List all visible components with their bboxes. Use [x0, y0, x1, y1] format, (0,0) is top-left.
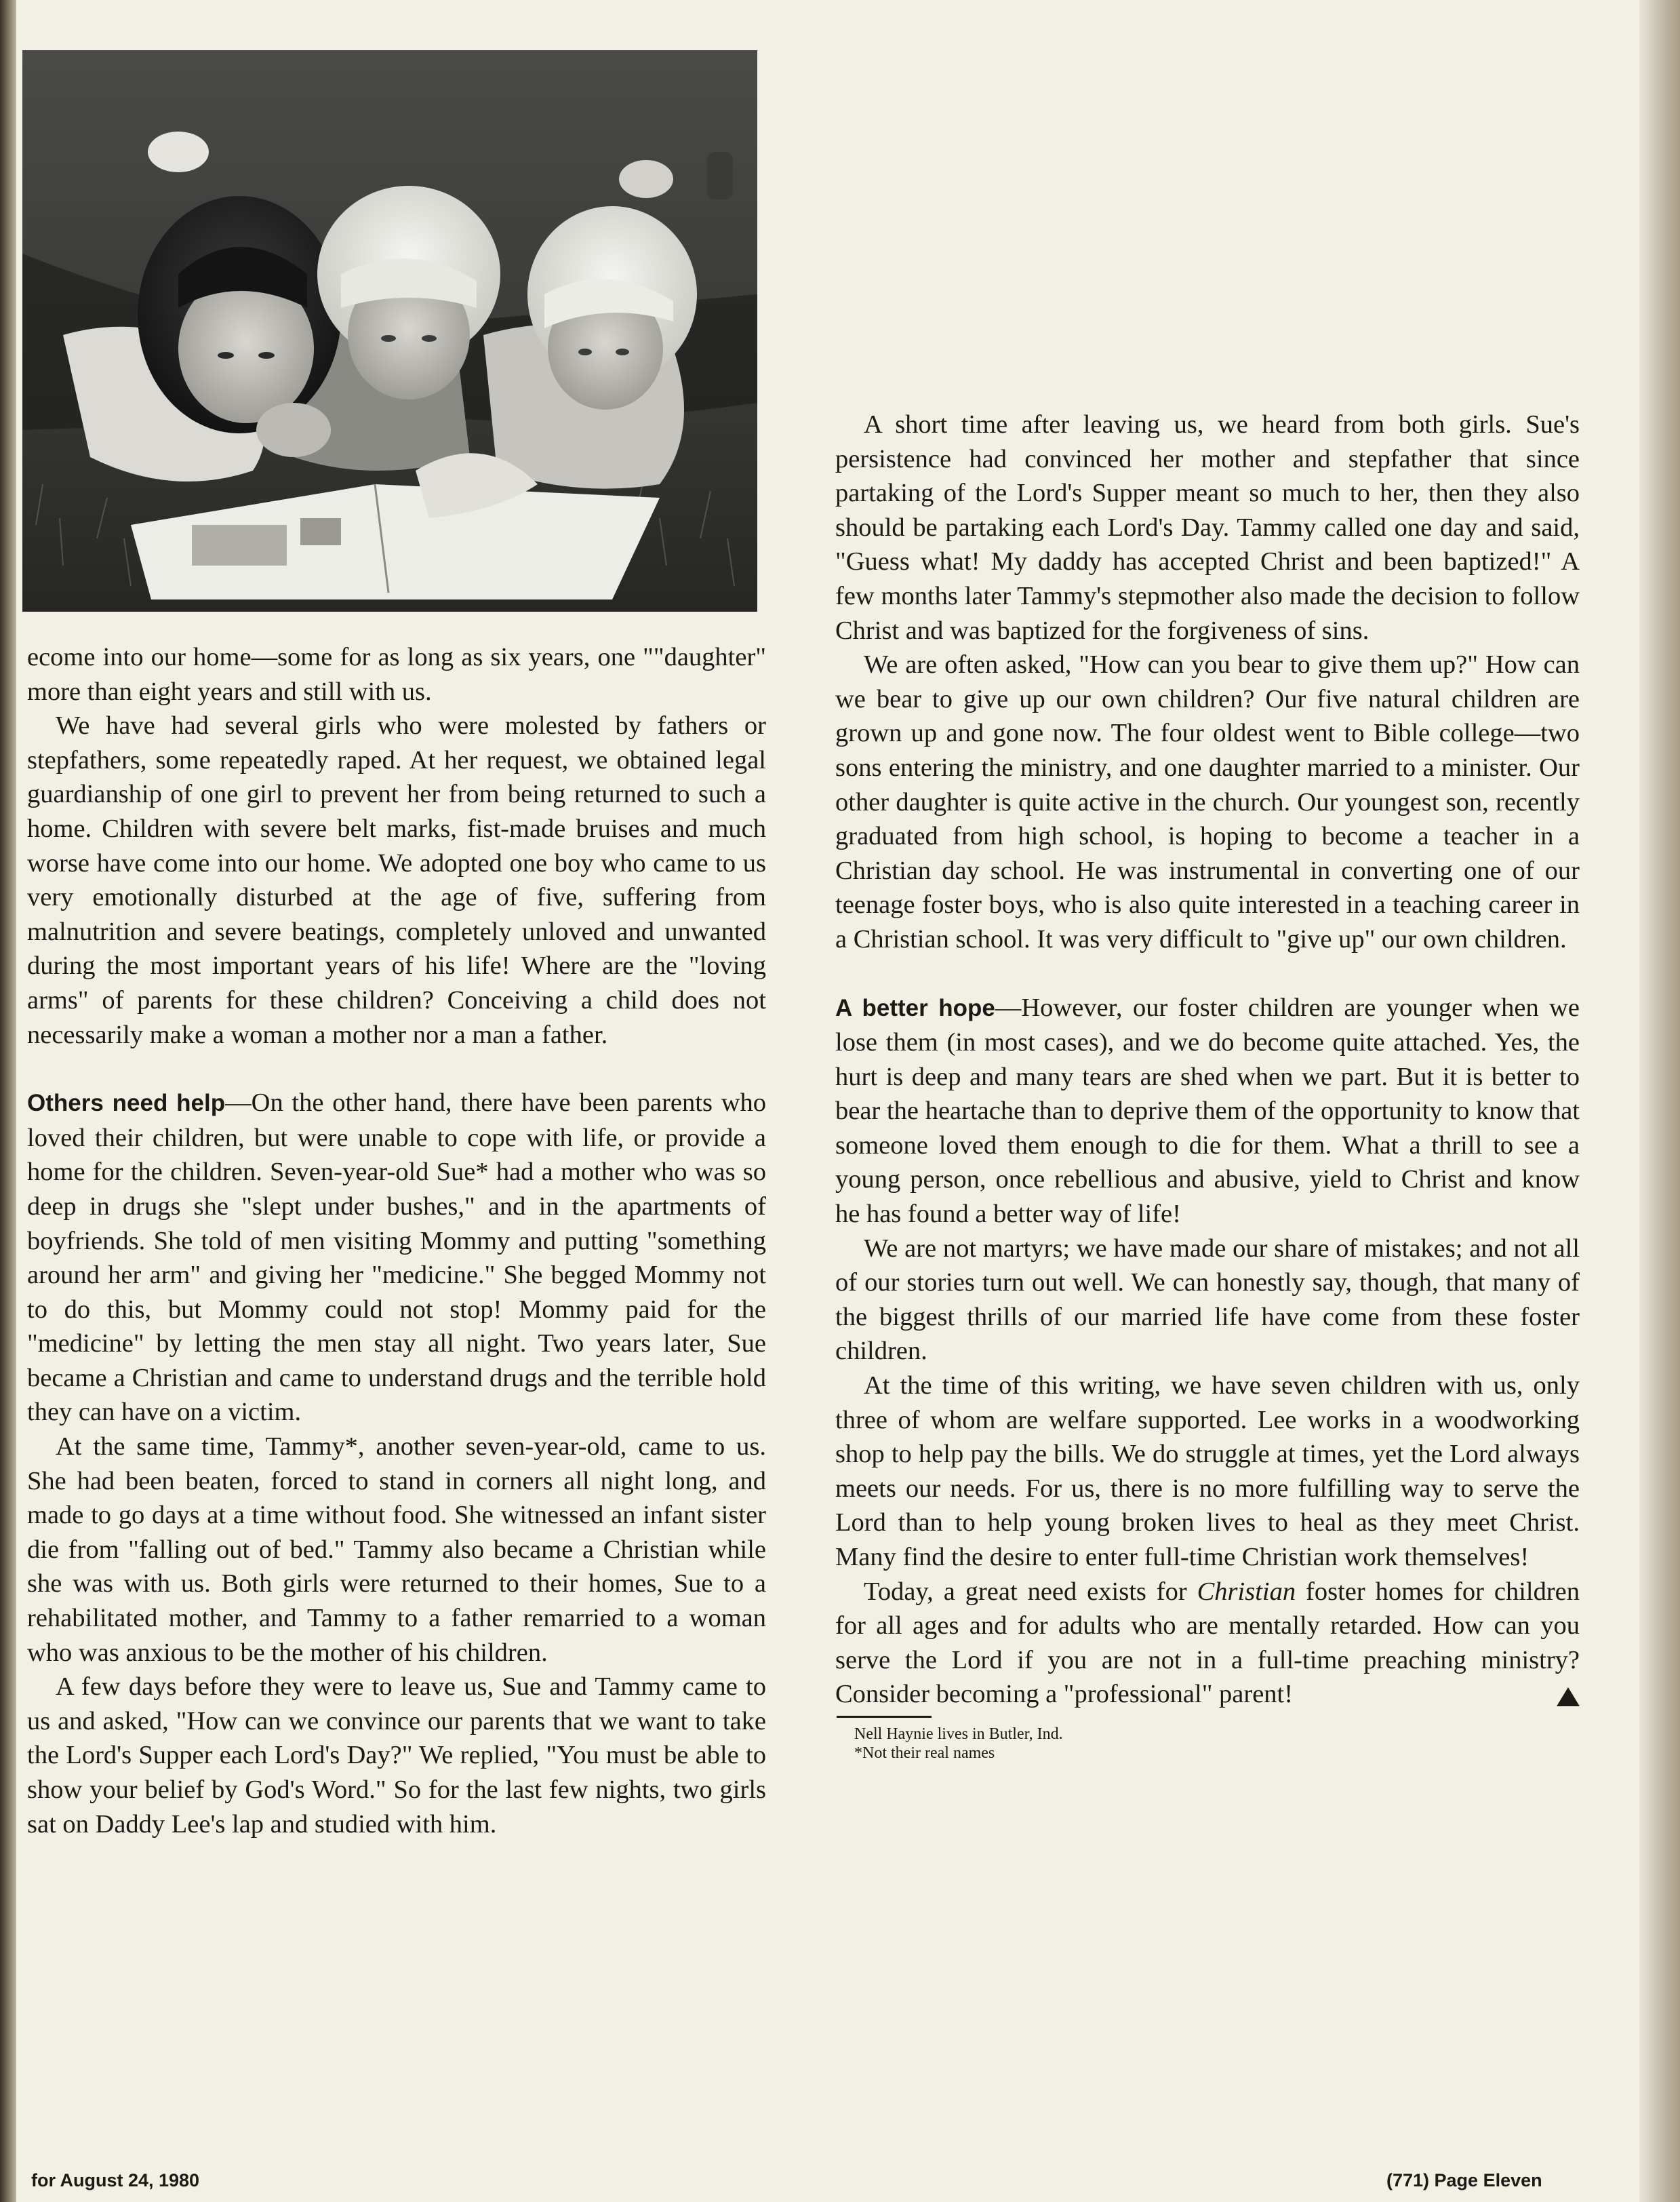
section-heading-others-need-help: Others need help: [27, 1090, 226, 1117]
article-paragraph: A few days before they were to leave us, Sue and Tammy came to us and asked, "How can we convince our parents that we want to take the Lord's Supper each Lord's Day?" We replied, "You must be able to show your belief by God's Word." So for the last few nights, two girls sat on Daddy Lee's lap and studied with him.: [27, 1672, 766, 1839]
footer-page-number: (771) Page Eleven: [1386, 2170, 1542, 2190]
footer-date: for August 24, 1980: [31, 2170, 200, 2190]
photo-illustration: [22, 50, 757, 612]
article-right-column: [835, 408, 1580, 1763]
article-paragraph: At the same time, Tammy*, another seven-year-old, came to us. She had been beaten, forced to stand in corners all night long, and made to go days at a time without food. She witnessed an infant sister die from "falling out of bed." Tammy also became a Christian while she was with us. Both girls were returned to their homes, Sue to a rehabilitated mother, and Tammy to a father remarried to a woman who was anxious to be the mother of his children.: [27, 1432, 766, 1667]
article-paragraph: At the time of this writing, we have seven children with us, only three of whom are welfare supported. Lee works in a woodworking shop to help pay the bills. We do struggle at times, yet the Lord always meets our needs. For us, there is no more fulfilling way to serve the Lord than to help young broken lives to heal as they meet Christ. Many find the desire to enter full-time Christian work themselves!: [835, 1371, 1580, 1571]
final-text-start: Today, a great need exists for: [864, 1577, 1197, 1606]
final-text-emphasis: Christian: [1197, 1577, 1296, 1606]
article-paragraph: We are often asked, "How can you bear to give them up?" How can we bear to give up our own children? Our five natural children are grown up and gone now. The four oldest went to Bible college—two sons entering the ministry, and one daughter married to a minister. Our other daughter is quite active in the church. Our youngest son, recently graduated from high school, is hoping to become a teacher in a Christian day school. He was instrumental in converting one of our teenage foster boys, who is also quite interested in a teaching career in a Christian school. It was very difficult to "give up" our own children.: [835, 650, 1580, 953]
footnote-author: Nell Haynie lives in Butler, Ind.: [854, 1725, 1063, 1743]
page-right-edge: [1639, 0, 1680, 2202]
article-paragraph: We are not martyrs; we have made our share of mistakes; and not all of our stories turn out well. We can honestly say, though, that many of the biggest thrills of our married life have come from these foster children.: [835, 1234, 1580, 1366]
section-heading-a-better-hope: A better hope: [835, 994, 995, 1021]
article-paragraph: [835, 991, 1580, 1232]
end-of-article-triangle-icon: [1557, 1687, 1580, 1706]
article-paragraph: A short time after leaving us, we heard from both girls. Sue's persistence had convinced her mother and stepfather that since partaking of the Lord's Supper meant so much to her, then they also should be partaking each Lord's Day. Tammy called one day and said, "Guess what! My daddy has accepted Christ and been baptized!" A few months later Tammy's stepmother also made the decision to follow Christ and was baptized for the forgiveness of sins.: [835, 410, 1580, 645]
page-binding-edge: [0, 0, 16, 2202]
footnote-rule: [837, 1716, 932, 1718]
article-final-paragraph: [835, 1575, 1580, 1712]
paragraph-text: —On the other hand, there have been parents who loved their children, but were unable to cope with life, or provide a home for the children. Seven-year-old Sue* had a mother who was so deep in drugs she "slept under bushes," and in the apartments of boyfriends. She told of men visiting Mommy and putting "something around her arm" and giving her "medicine." She begged Mommy not to do this, but Mommy could not stop! Mommy paid for the "medicine" by letting the men stay all night. Two years later, Sue became a Christian and came to understand drugs and the terrible hold they can have on a victim.: [27, 1088, 766, 1427]
children-reading-photo: [22, 50, 757, 612]
article-paragraph: [27, 1086, 766, 1430]
paragraph-text: —However, our foster children are younger when we lose them (in most cases), and we do become quite attached. Yes, the hurt is deep and many tears are shed when we part. But it is better to bear the heartache than to deprive them of the opportunity to know that someone loved them enough to die for them. What a thrill to see a young person, once rebellious and abusive, yield to Christ and know he has found a better way of life!: [835, 993, 1580, 1229]
article-paragraph: ecome into our home—some for as long as six years, one ""daughter" more than eight years and still with us.: [27, 643, 766, 706]
article-left-column: [27, 640, 766, 1841]
final-text-end: foster homes for children for all ages and for adults who are mentally retarded. How can you serve the Lord if you are not in a full-time preaching ministry? Consider becoming a "professional" parent!: [835, 1577, 1580, 1709]
article-paragraph: We have had several girls who were molested by fathers or stepfathers, some repeatedly raped. At her request, we obtained legal guardianship of one girl to prevent her from being returned to such a home. Children with severe belt marks, fist-made bruises and much worse have come into our home. We adopted one boy who came to us very emotionally disturbed at the age of five, suffering from malnutrition and severe beatings, completely unloved and unwanted during the most important years of his life! Where are the "loving arms" of parents for these children? Conceiving a child does not necessarily make a woman a mother nor a man a father.: [27, 711, 766, 1049]
footnote-names: *Not their real names: [854, 1744, 995, 1762]
